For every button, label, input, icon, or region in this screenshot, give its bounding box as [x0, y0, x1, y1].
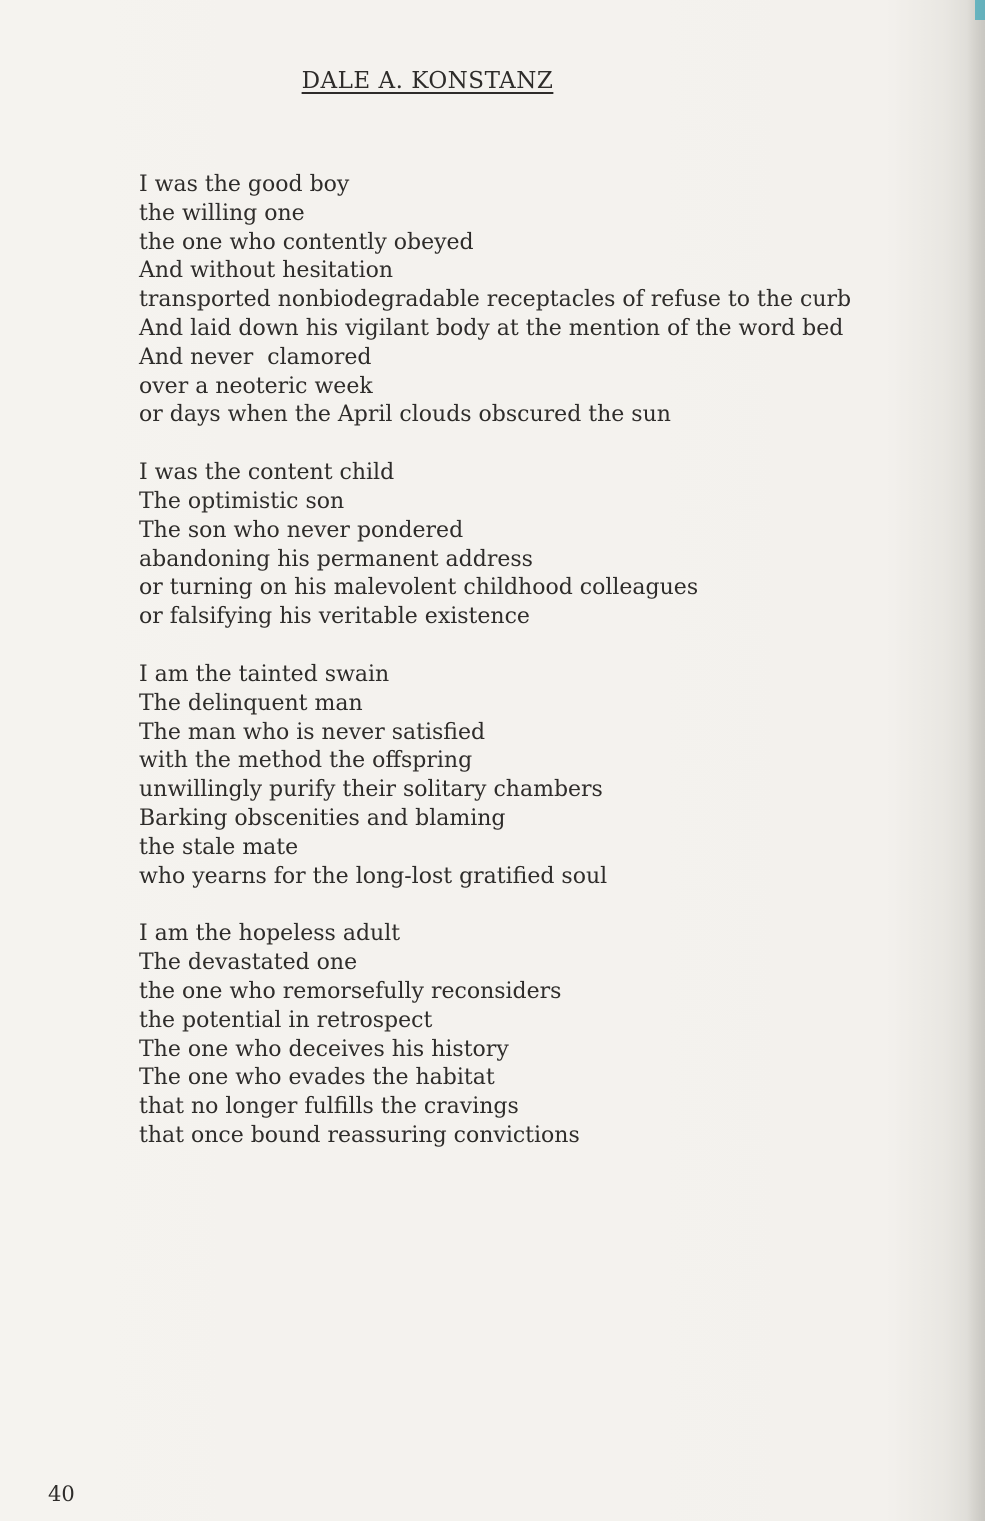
- poem-line: who yearns for the long-lost gratified soul: [139, 863, 608, 889]
- poem-line: The optimistic son: [139, 488, 345, 514]
- poem-line: unwillingly purify their solitary chambers: [139, 777, 603, 803]
- poem-line: Barking obscenities and blaming: [139, 805, 506, 831]
- poem-line: or falsifying his veritable existence: [139, 604, 530, 630]
- poem-line: transported nonbiodegradable receptacles of refuse to the curb: [139, 287, 852, 313]
- poem-line: that no longer fulfills the cravings: [139, 1094, 519, 1120]
- poem-line: that once bound reassuring convictions: [139, 1122, 580, 1148]
- page-edge-tint: [975, 0, 985, 20]
- poem-line: the potential in retrospect: [139, 1007, 433, 1033]
- poem-line: over a neoteric week: [139, 373, 373, 399]
- poem-line: I was the content child: [139, 460, 395, 486]
- poem-line: with the method the offspring: [139, 748, 473, 774]
- poem-line: And without hesitation: [139, 258, 394, 284]
- page-number: 40: [48, 1482, 75, 1506]
- poem-line: And laid down his vigilant body at the mention of the word bed: [139, 315, 844, 341]
- poem-line: The man who is never satisfied: [139, 719, 486, 745]
- poem-body: [139, 171, 939, 1180]
- poem-line: The son who never pondered: [139, 517, 464, 543]
- poem-line: or days when the April clouds obscured the sun: [139, 402, 671, 428]
- poem-line: The devastated one: [139, 950, 358, 976]
- stanza-3: [139, 661, 939, 891]
- poem-line: The one who deceives his history: [139, 1036, 509, 1062]
- stanza-2: [139, 459, 939, 632]
- poem-line: I am the tainted swain: [139, 661, 390, 687]
- poem-line: the willing one: [139, 200, 305, 226]
- stanza-4: [139, 920, 939, 1150]
- author-heading: DALE A. KONSTANZ: [301, 68, 554, 94]
- poem-line: the stale mate: [139, 834, 299, 860]
- stanza-1: [139, 171, 939, 430]
- poem-line: And never clamored: [139, 344, 372, 370]
- poem-line: abandoning his permanent address: [139, 546, 533, 572]
- poem-line: I was the good boy: [139, 172, 350, 197]
- poem-line: The delinquent man: [139, 690, 363, 716]
- poem-line: The one who evades the habitat: [139, 1065, 495, 1091]
- page-edge-shadow: [967, 0, 985, 1521]
- poem-line: I am the hopeless adult: [139, 921, 401, 947]
- poem-line: the one who contently obeyed: [139, 229, 474, 255]
- poem-line: the one who remorsefully reconsiders: [139, 978, 562, 1004]
- poem-line: or turning on his malevolent childhood colleagues: [139, 575, 699, 601]
